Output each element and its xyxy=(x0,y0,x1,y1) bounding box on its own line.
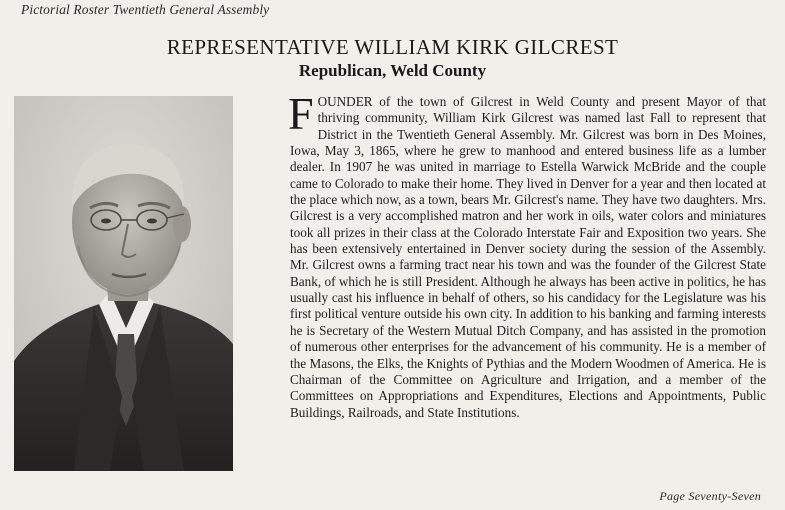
party-county-subtitle: Republican, Weld County xyxy=(298,61,487,80)
biography-text xyxy=(288,88,766,421)
page-number: Page Seventy-Seven xyxy=(659,489,761,503)
portrait-photo xyxy=(14,96,233,471)
page-title: REPRESENTATIVE WILLIAM KIRK GILCREST xyxy=(166,35,619,59)
running-head: Pictorial Roster Twentieth General Assembly xyxy=(21,2,270,17)
drop-cap: F xyxy=(288,88,314,139)
biography-body: OUNDER of the town of Gilcrest in Weld County and present Mayor of that thriving community, William Kirk Gilcrest was named last Fall to represent that District in the Twentieth General Assembly. Mr. Gilcrest was born in Des Moines, Iowa, May 3, 1865, where he grew to manhood and entered business life as a lumber dealer. In 1907 he was united in marriage to Estella Warwick McBride and the couple came to Colorado to make their home. They lived in Denver for a year and then located at the place which now, as a town, bears Mr. Gilcrest's name. They have two daughters. Mrs. Gilcrest is a very accomplished matron and her work in oils, water colors and miniatures took all prizes in their class at the Colorado Interstate Fair and Exposition two years. She has been extensively entertained in Denver society during the session of the Assembly. Mr. Gilcrest owns a farming tract near his town and was the founder of the Gilcrest State Bank, of which he is still President. Although he always has been active in politics, he has usually cast his influence in behalf of others, so his candidacy for the Legislature was his first political venture outside his own city. In addition to his banking and farming interests he is Secretary of the Western Mutual Ditch Company, and has assisted in the promotion of numerous other enterprises for the advancement of his community. He is a member of the Masons, the Elks, the Knights of Pythias and the Modern Woodmen of America. He is Chairman of the Committee on Agriculture and Irrigation, and a member of the Committees on Appropriations and Expenditures, Elections and Appointments, Public Buildings, Railroads, and State Institutions. xyxy=(290,94,766,420)
